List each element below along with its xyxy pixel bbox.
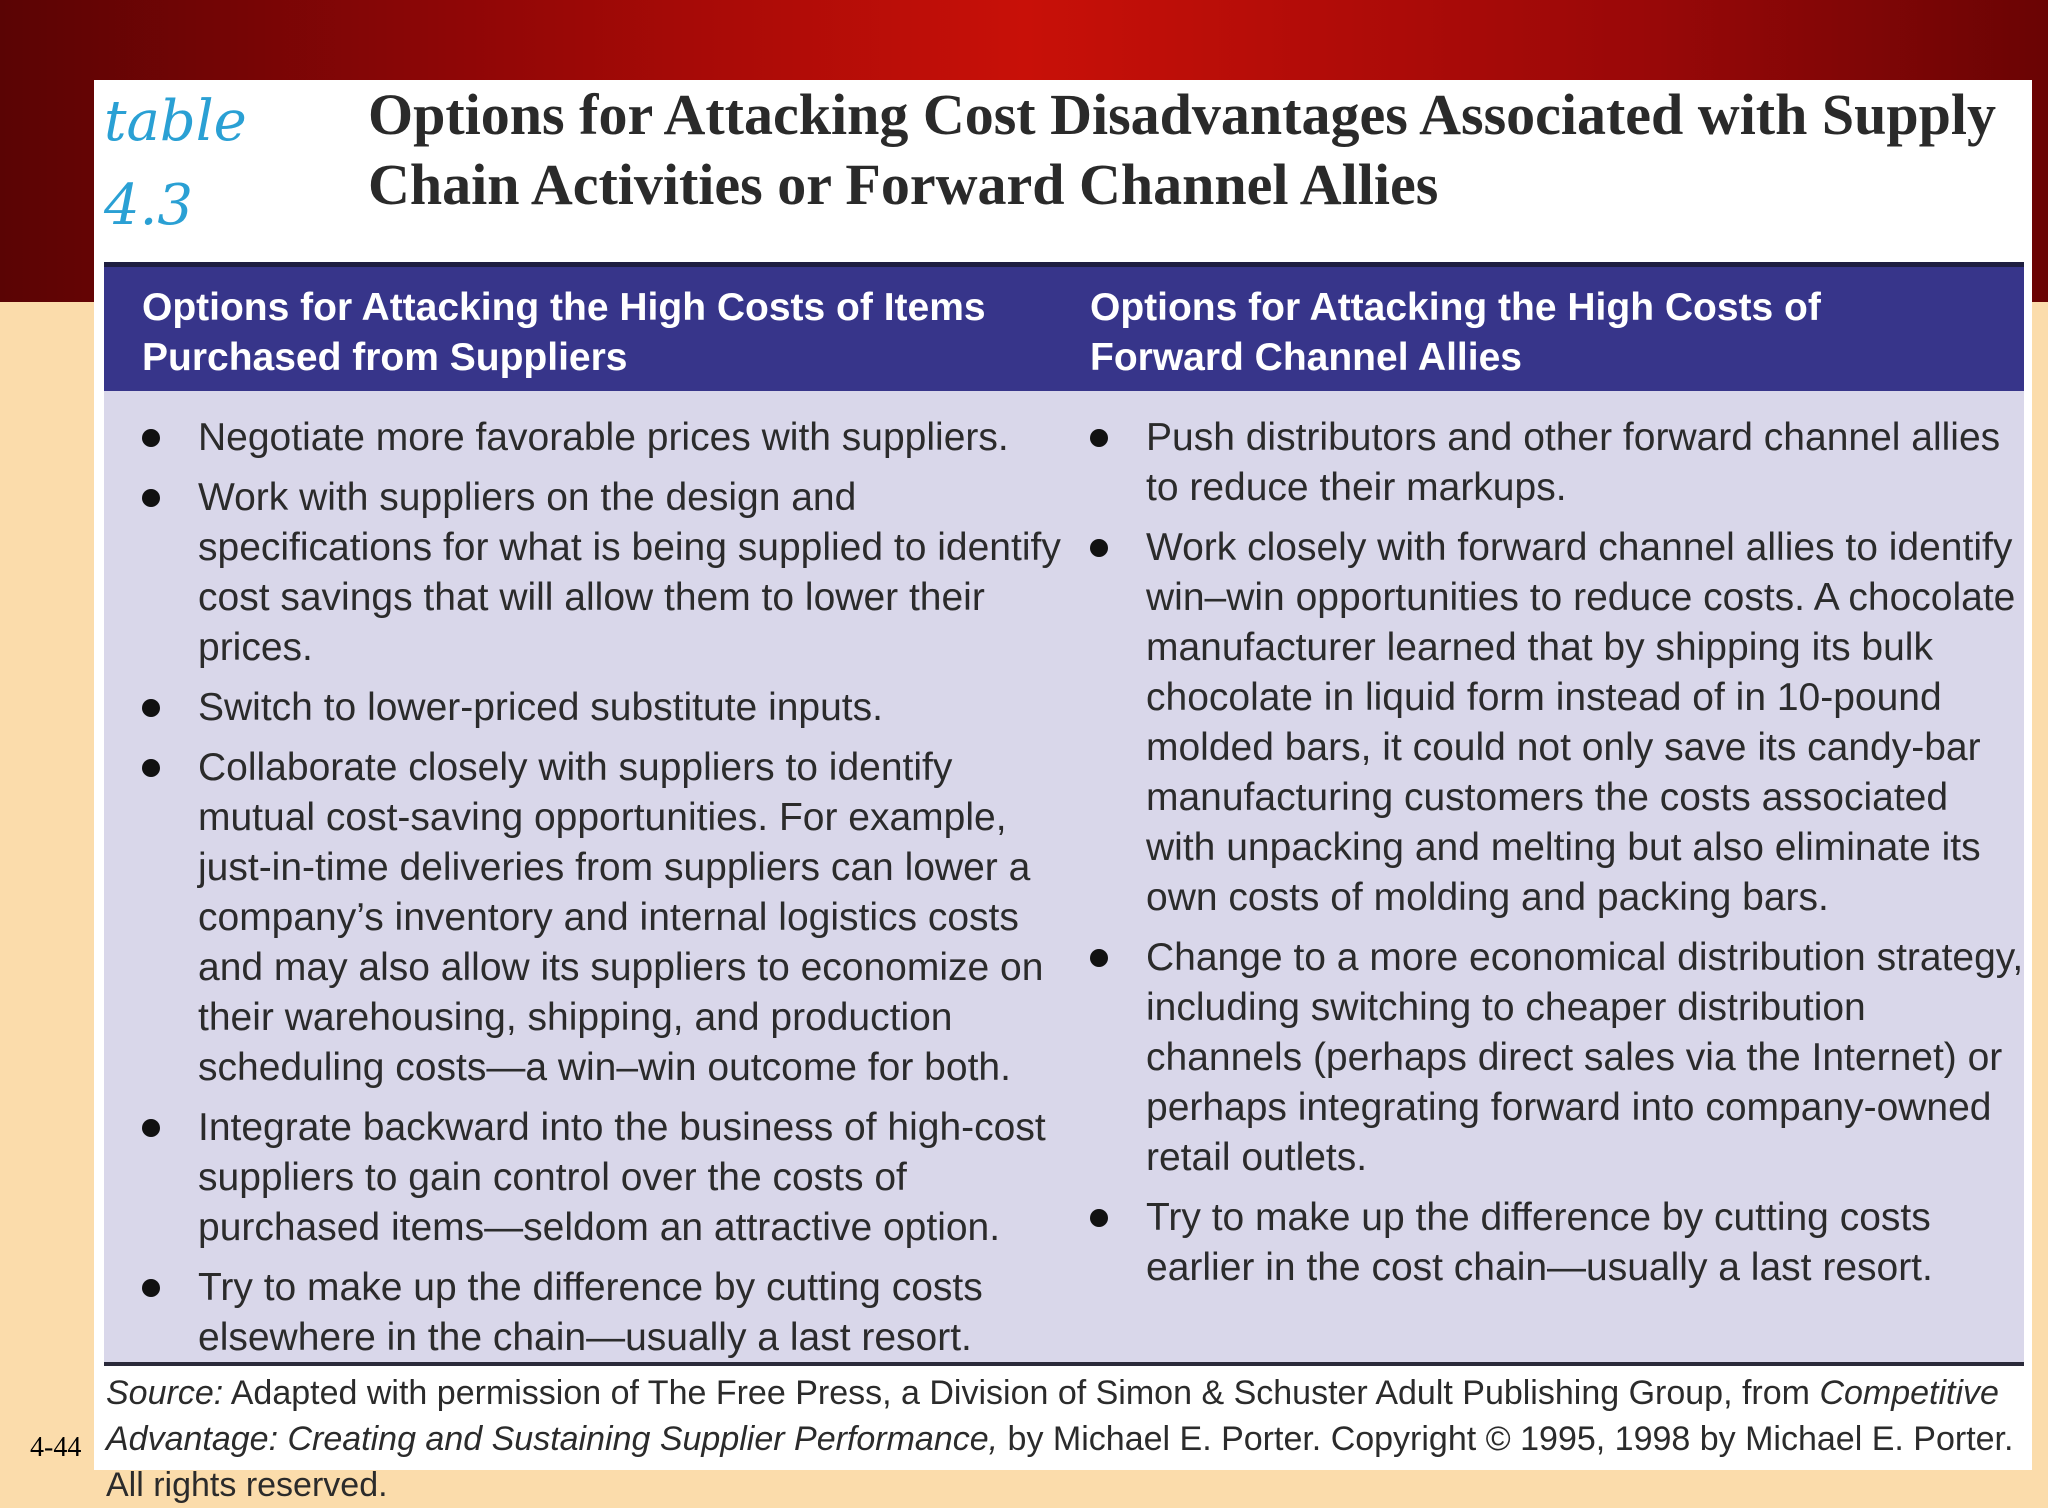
supplier-options-list (104, 413, 1064, 1363)
bullet-icon (142, 429, 160, 447)
table-title-area (104, 80, 2024, 260)
bullet-icon (142, 1279, 160, 1297)
source-label: Source: (106, 1374, 224, 1412)
list-item-text: Change to a more economical distribution strategy, including switching to cheaper distribution channels (perhaps direct sales via the Internet) or perhaps integrating forward into company-owned retail outlets. (1146, 936, 2024, 1179)
slide-content (94, 80, 2032, 1504)
list-item (104, 743, 1064, 1093)
list-item-text: Work with suppliers on the design and specifications for what is being supplied to identify cost savings that will allow them to lower their prices. (198, 476, 1061, 669)
list-item (104, 1103, 1064, 1253)
list-item (1052, 523, 2024, 923)
list-item-text: Try to make up the difference by cutting costs elsewhere in the chain—usually a last resort. (198, 1266, 983, 1359)
list-item-text: Switch to lower-priced substitute inputs. (198, 686, 883, 729)
bullet-icon (142, 699, 160, 717)
list-item (104, 683, 1064, 733)
bullet-icon (142, 759, 160, 777)
list-item (104, 1263, 1064, 1363)
source-text-2: by Michael E. Porter. Copyright © 1995, 1998 by Michael E. Porter. All rights reserved. (106, 1420, 2014, 1504)
bullet-icon (1090, 539, 1108, 557)
list-item-text: Collaborate closely with suppliers to identify mutual cost-saving opportunities. For example, just-in-time deliveries from suppliers can lower a company’s inventory and internal logistics costs and may also allow its suppliers to economize on their warehousing, shipping, and production scheduling costs—a win–win outcome for both. (198, 746, 1044, 1089)
left-column (104, 413, 1064, 1373)
list-item-text: Negotiate more favorable prices with suppliers. (198, 416, 1009, 459)
list-item (104, 473, 1064, 673)
table-header-row (104, 267, 2024, 391)
list-item-text: Push distributors and other forward channel allies to reduce their markups. (1146, 416, 2001, 509)
table-title: Options for Attacking Cost Disadvantages Associated with Supply Chain Activities or Forward Channel Allies (368, 82, 1997, 217)
source-note (106, 1370, 2026, 1508)
right-column (1052, 413, 2024, 1303)
list-item-text: Integrate backward into the business of high-cost suppliers to gain control over the costs of purchased items—seldom an attractive option. (198, 1106, 1046, 1249)
slide-number: 4-44 (30, 1432, 82, 1463)
list-item (1052, 413, 2024, 513)
channel-ally-options-list (1052, 413, 2024, 1293)
bullet-icon (1090, 429, 1108, 447)
bullet-icon (1090, 1209, 1108, 1227)
left-column-header: Options for Attacking the High Costs of Items Purchased from Suppliers (142, 286, 986, 379)
options-table (104, 262, 2024, 1366)
right-column-header: Options for Attacking the High Costs of Forward Channel Allies (1090, 286, 1821, 379)
list-item (1052, 1193, 2024, 1293)
bullet-icon (142, 1119, 160, 1137)
list-item-text: Work closely with forward channel allies to identify win–win opportunities to reduce costs. A chocolate manufacturer learned that by shipping its bulk chocolate in liquid form instead of in 10-pound molded bars, it could not only save its candy-bar manufacturing customers the costs associated with unpacking and melting but also eliminate its own costs of molding and packing bars. (1146, 526, 2016, 919)
source-text-1: Adapted with permission of The Free Press, a Division of Simon & Schuster Adult Publishing Group, from (223, 1374, 1820, 1412)
list-item (1052, 933, 2024, 1183)
list-item-text: Try to make up the difference by cutting costs earlier in the cost chain—usually a last resort. (1146, 1196, 1933, 1289)
source-book-title: Competitive Advantage: Creating and Sustaining Supplier Performance, (106, 1374, 1999, 1458)
bullet-icon (1090, 949, 1108, 967)
bullet-icon (142, 489, 160, 507)
table-number-label: table 4.3 (104, 89, 247, 238)
list-item (104, 413, 1064, 463)
